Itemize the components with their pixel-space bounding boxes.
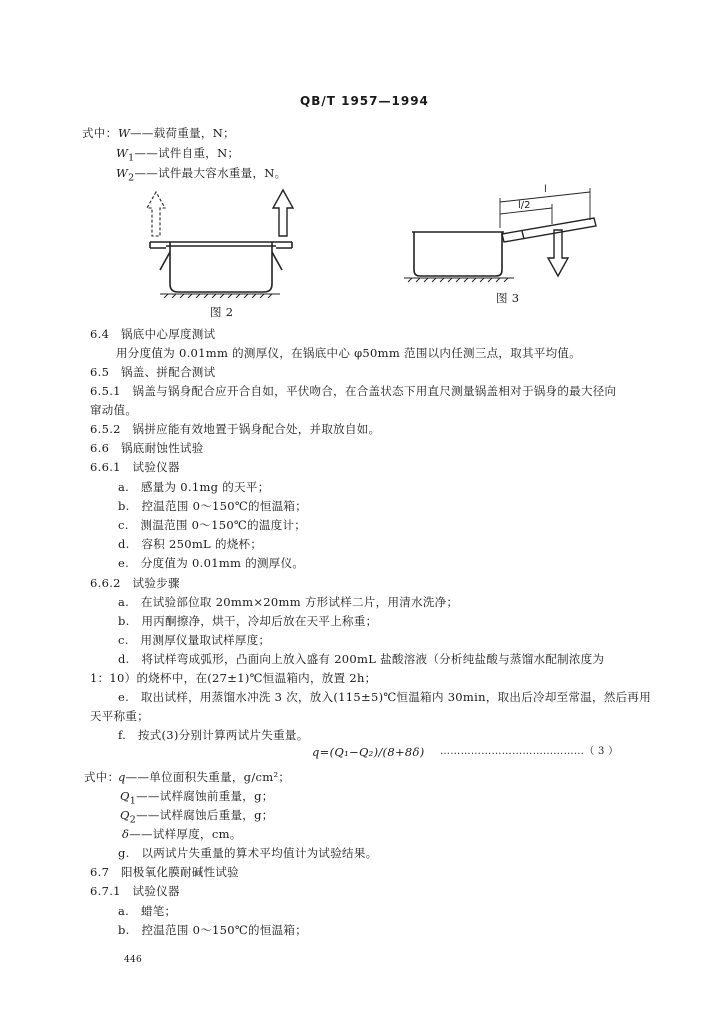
arrow-up-icon xyxy=(273,190,293,236)
section-6-5-1-line2: 窜动值。 xyxy=(90,403,138,417)
list-item: a. 蜡笔； xyxy=(118,904,177,918)
section-6-7-1-title: 6.7.1 试验仪器 xyxy=(90,884,180,898)
pan-handle xyxy=(502,218,596,242)
section-6-4-title: 6.4 锅底中心厚度测试 xyxy=(90,327,216,341)
section-6-7-title: 6.7 阳极氧化膜耐碱性试验 xyxy=(90,865,239,879)
list-item: b. 控温范围 0～150℃的恒温箱； xyxy=(118,923,308,937)
ground-hatching xyxy=(160,294,280,298)
ground-hatching-fig3 xyxy=(404,278,514,282)
definition-lead: 式中： xyxy=(82,126,118,140)
definition-w1: $W_1——$试件自重，N； xyxy=(116,146,240,164)
formula-number: ……………………………………（ 3 ） xyxy=(440,746,619,757)
list-item: d. 容积 250mL 的烧杯； xyxy=(118,537,263,551)
list-item-continuation: 1：10）的烧杯中，在(27±1)℃恒温箱内，放置 2h； xyxy=(90,671,377,685)
section-6-5-title: 6.5 锅盖、拼配合测试 xyxy=(90,365,216,379)
section-6-6-1-title: 6.6.1 试验仪器 xyxy=(90,460,180,474)
list-item: e. 取出试样，用蒸馏水冲洗 3 次，放入(115±5)℃恒温箱内 30min，取出后冷却至常温，然后再用 xyxy=(118,690,652,704)
arrow-down-icon xyxy=(548,230,568,276)
list-item: c. 测温范围 0～150℃的温度计； xyxy=(118,518,307,532)
definition-w2: $W_2——$试件最大容水重量，N。 xyxy=(116,166,287,184)
list-item: a. 感量为 0.1mg 的天平； xyxy=(118,480,270,494)
list-item: f. 按式(3)分别计算两试片失重量。 xyxy=(118,728,309,742)
definition-q1: $Q_1——$试样腐蚀前重量，g； xyxy=(120,789,274,807)
definition-lead-q: 式中： xyxy=(84,770,120,784)
list-item: c. 用测厚仪量取试样厚度； xyxy=(118,633,271,647)
formula-3: q=(Q₁−Q₂)/(8+8δ) xyxy=(312,745,425,759)
dimension-l-half: l/2 xyxy=(518,200,531,211)
list-item: a. 在试验部位取 20mm×20mm 方形试样二片，用清水洗净； xyxy=(118,595,459,609)
list-item: b. 控温范围 0～150℃的恒温箱； xyxy=(118,499,308,513)
page-number: 446 xyxy=(124,955,143,965)
figure-3-caption: 图 3 xyxy=(496,291,520,305)
section-6-6-title: 6.6 锅底耐蚀性试验 xyxy=(90,441,204,455)
list-item-continuation: 天平称重； xyxy=(90,709,149,723)
pot-drawing xyxy=(150,242,292,292)
definition-q: q——单位面积失重量，g/cm²； xyxy=(118,770,291,784)
definition-w: W——载荷重量，N； xyxy=(118,126,235,140)
page-header: QB/T 1957—1994 xyxy=(300,94,429,108)
section-6-6-2-title: 6.6.2 试验步骤 xyxy=(90,576,180,590)
figure-2-pot-lift xyxy=(140,186,300,298)
figure-3-pan-handle-load xyxy=(404,184,604,290)
list-item: d. 将试样弯成弧形，凸面向上放入盛有 200mL 盐酸溶液（分析纯盐酸与蒸馏水配制浓度为 xyxy=(118,652,605,666)
list-item: e. 分度值为 0.01mm 的测厚仪。 xyxy=(118,556,305,570)
pan-drawing xyxy=(412,232,504,276)
figure-2-caption: 图 2 xyxy=(210,305,234,319)
section-6-5-2: 6.5.2 锅拼应能有效地置于锅身配合处，并取放自如。 xyxy=(90,422,381,436)
section-6-4-body: 用分度值为 0.01mm 的测厚仪，在锅底中心 φ50mm 范围以内任测三点，取其平均值。 xyxy=(116,346,582,360)
definition-delta: δ——试样厚度，cm。 xyxy=(122,827,242,841)
dimension-l: l xyxy=(544,184,547,195)
list-item: b. 用丙酮擦净，烘干，冷却后放在天平上称重； xyxy=(118,614,378,628)
section-6-5-1-line1: 6.5.1 锅盖与锅身配合应开合自如，平伏吻合，在合盖状态下用直尺测量锅盖相对于锅身的最大径向 xyxy=(90,384,617,398)
definition-q2: $Q_2——$试样腐蚀后重量，g； xyxy=(120,808,274,826)
arrow-up-dashed-icon xyxy=(147,192,165,236)
list-item: g. 以两试片失重量的算术平均值计为试验结果。 xyxy=(118,846,378,860)
